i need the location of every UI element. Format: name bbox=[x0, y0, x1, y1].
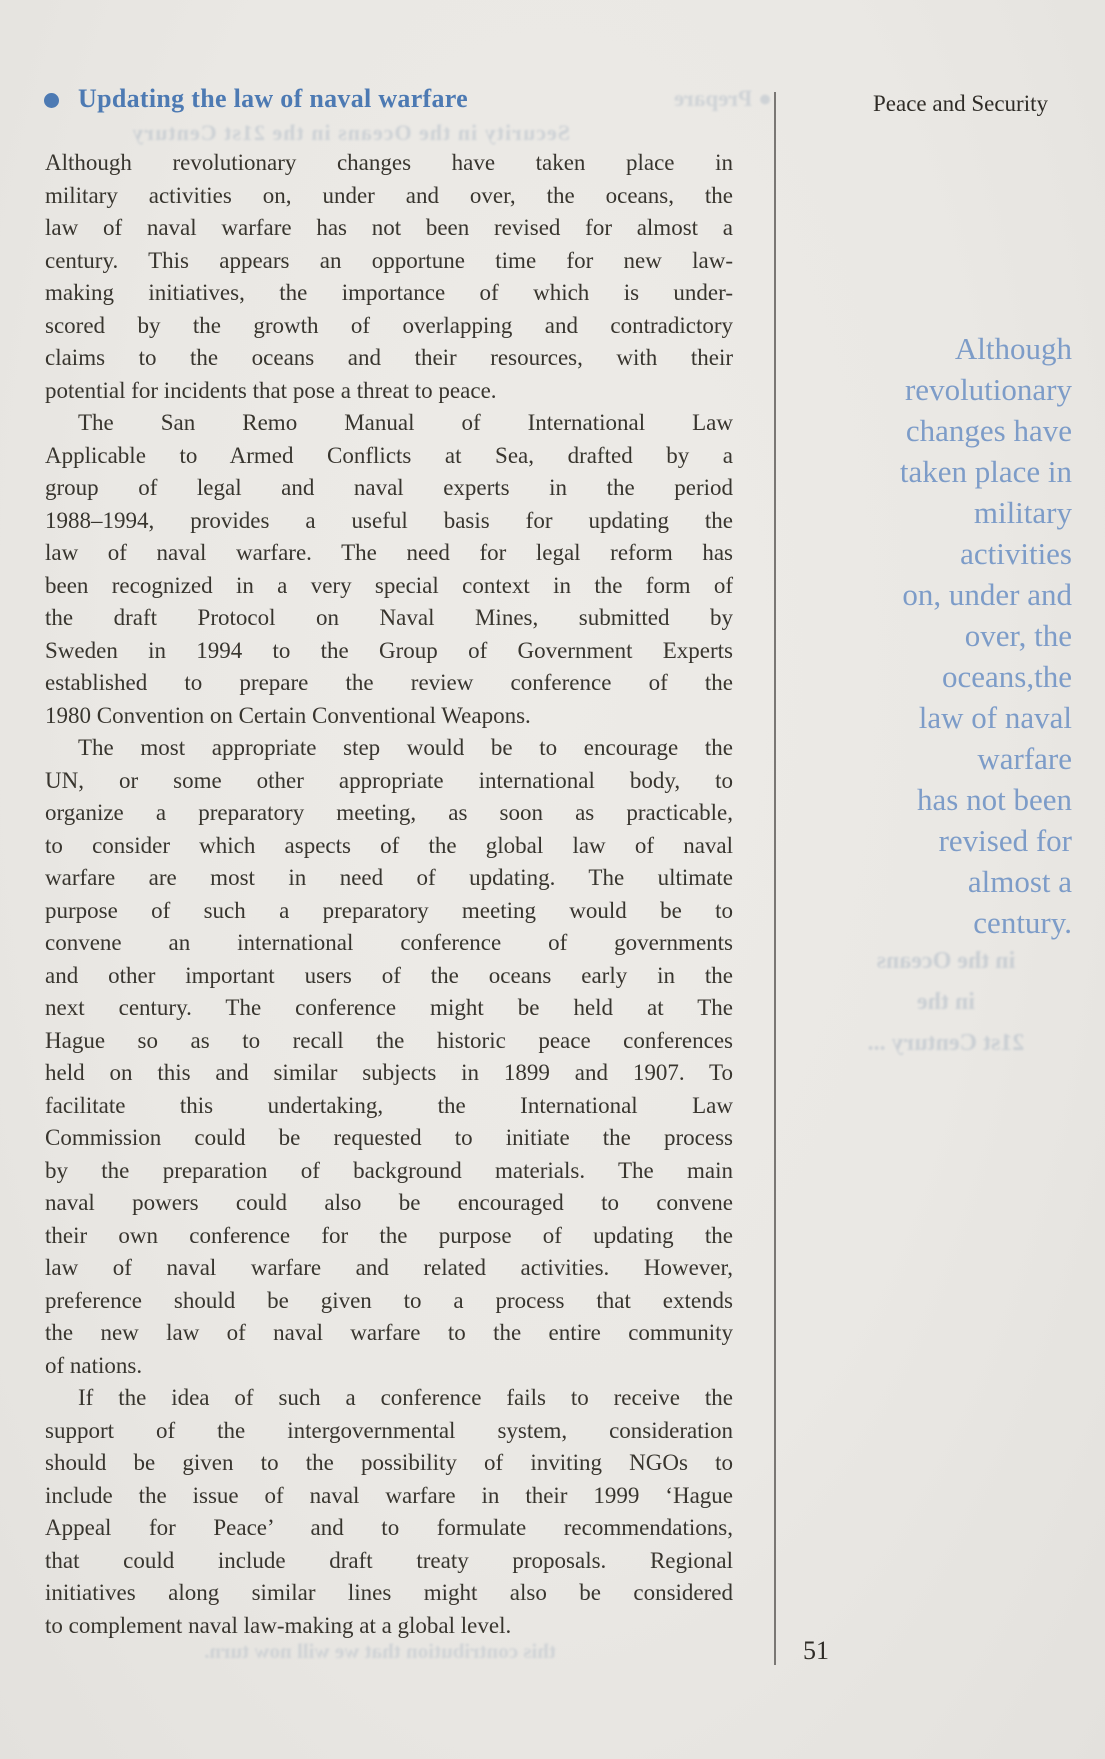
body-line: The most appropriate step would be to encourage the bbox=[78, 735, 733, 760]
body-line: facilitate this undertaking, the International Law bbox=[45, 1092, 733, 1118]
article-body bbox=[45, 147, 733, 1642]
body-line: law of naval warfare and related activities. However, bbox=[45, 1255, 733, 1280]
body-line: Although revolutionary changes have taken place in bbox=[45, 150, 733, 175]
body-line: naval powers could also be encouraged to convene bbox=[45, 1190, 733, 1215]
pull-quote-line: almost a bbox=[967, 864, 1072, 899]
body-line: Applicable to Armed Conflicts at Sea, drafted by a bbox=[45, 442, 733, 468]
pull-quote-line: revised for bbox=[938, 823, 1072, 858]
pull-quote-line: military bbox=[973, 495, 1072, 530]
body-line: convene an international conference of governments bbox=[45, 930, 733, 955]
paragraph bbox=[45, 1382, 733, 1642]
bleedthrough-line: in the Oceans bbox=[876, 948, 1016, 974]
body-line: should be given to the possibility of inviting NGOs to bbox=[45, 1450, 733, 1475]
body-line: support of the intergovernmental system, consideration bbox=[45, 1417, 733, 1443]
pull-quote-line: activities bbox=[960, 536, 1072, 571]
body-line: 1988–1994, provides a useful basis for updating the bbox=[45, 507, 733, 533]
body-line: potential for incidents that pose a threat to peace. bbox=[45, 377, 497, 403]
body-line: preference should be given to a process that extends bbox=[45, 1287, 733, 1313]
bleedthrough-below-heading: Security in the Oceans in the 21st Century bbox=[131, 120, 570, 145]
body-line: If the idea of such a conference fails to receive the bbox=[78, 1385, 733, 1410]
body-line: warfare are most in need of updating. The ultimate bbox=[45, 865, 733, 890]
pull-quote-line: changes have bbox=[905, 413, 1072, 448]
bleedthrough-line: 21st Century ... bbox=[867, 1030, 1025, 1056]
body-line: include the issue of naval warfare in their 1999 ‘Hague bbox=[45, 1482, 733, 1508]
body-line: to consider which aspects of the global law of naval bbox=[45, 832, 733, 858]
body-line: Hague so as to recall the historic peace conferences bbox=[45, 1027, 733, 1053]
paragraph bbox=[45, 732, 733, 1382]
body-line: initiatives along similar lines might also be considered bbox=[45, 1580, 733, 1605]
section-label: Peace and Security bbox=[873, 91, 1048, 116]
body-line: next century. The conference might be held at The bbox=[45, 995, 733, 1020]
pull-quote-line: taken place in bbox=[899, 454, 1072, 489]
body-line: Sweden in 1994 to the Group of Government Experts bbox=[45, 637, 733, 663]
body-line: that could include draft treaty proposals. Regional bbox=[45, 1547, 733, 1573]
pull-quote-line: Although bbox=[954, 331, 1072, 366]
body-line: organize a preparatory meeting, as soon as practicable, bbox=[45, 800, 733, 825]
page-title: Updating the law of naval warfare bbox=[78, 84, 469, 113]
body-line: their own conference for the purpose of updating the bbox=[45, 1222, 733, 1248]
page-number: 51 bbox=[803, 1636, 829, 1665]
pull-quote bbox=[772, 328, 1072, 943]
body-line: The San Remo Manual of International Law bbox=[78, 410, 733, 435]
body-line: military activities on, under and over, the oceans, the bbox=[45, 182, 733, 208]
pull-quote-line: oceans,the bbox=[942, 659, 1072, 694]
pull-quote-line: warfare bbox=[977, 741, 1072, 776]
body-line: the draft Protocol on Naval Mines, submitted by bbox=[45, 605, 733, 630]
bleedthrough-bottom: this contribution that we will now turn. bbox=[204, 1639, 556, 1663]
body-line: law of naval warfare. The need for legal reform has bbox=[45, 540, 733, 565]
body-line: held on this and similar subjects in 1899 and 1907. To bbox=[45, 1060, 733, 1085]
body-line: of nations. bbox=[45, 1352, 143, 1378]
body-line: been recognized in a very special context in the form of bbox=[45, 572, 733, 598]
body-line: making initiatives, the importance of which is under- bbox=[45, 280, 733, 305]
bleedthrough-right-column bbox=[822, 941, 1070, 1064]
body-line: by the preparation of background materials. The main bbox=[45, 1157, 733, 1183]
body-line: Appeal for Peace’ and to formulate recommendations, bbox=[45, 1515, 733, 1540]
body-line: group of legal and naval experts in the period bbox=[45, 475, 733, 500]
bleedthrough-top-right: ● Prepare bbox=[674, 86, 772, 111]
body-line: law of naval warfare has not been revised for almost a bbox=[45, 215, 733, 240]
body-line: and other important users of the oceans early in the bbox=[45, 962, 733, 988]
article-heading bbox=[44, 84, 468, 114]
body-line: established to prepare the review conference of the bbox=[45, 670, 733, 695]
body-line: scored by the growth of overlapping and contradictory bbox=[45, 312, 733, 338]
pull-quote-line: on, under and bbox=[902, 577, 1072, 612]
pull-quote-line: law of naval bbox=[918, 700, 1072, 735]
paragraph bbox=[45, 147, 733, 407]
body-line: purpose of such a preparatory meeting would be to bbox=[45, 897, 733, 923]
pull-quote-line: revolutionary bbox=[904, 372, 1072, 407]
body-line: UN, or some other appropriate international body, to bbox=[45, 767, 733, 793]
bleedthrough-line: in the bbox=[917, 989, 976, 1015]
body-line: claims to the oceans and their resources, with their bbox=[45, 345, 733, 370]
pull-quote-line: has not been bbox=[917, 782, 1072, 817]
body-line: 1980 Convention on Certain Conventional Weapons. bbox=[45, 702, 531, 728]
body-line: to complement naval law-making at a global level. bbox=[45, 1612, 512, 1638]
paragraph bbox=[45, 407, 733, 732]
pull-quote-line: century. bbox=[973, 905, 1072, 940]
body-line: century. This appears an opportune time for new law- bbox=[45, 247, 733, 273]
body-line: Commission could be requested to initiate the process bbox=[45, 1125, 733, 1150]
pull-quote-line: over, the bbox=[964, 618, 1072, 653]
bullet-icon bbox=[44, 93, 59, 108]
body-line: the new law of naval warfare to the entire community bbox=[45, 1320, 733, 1345]
